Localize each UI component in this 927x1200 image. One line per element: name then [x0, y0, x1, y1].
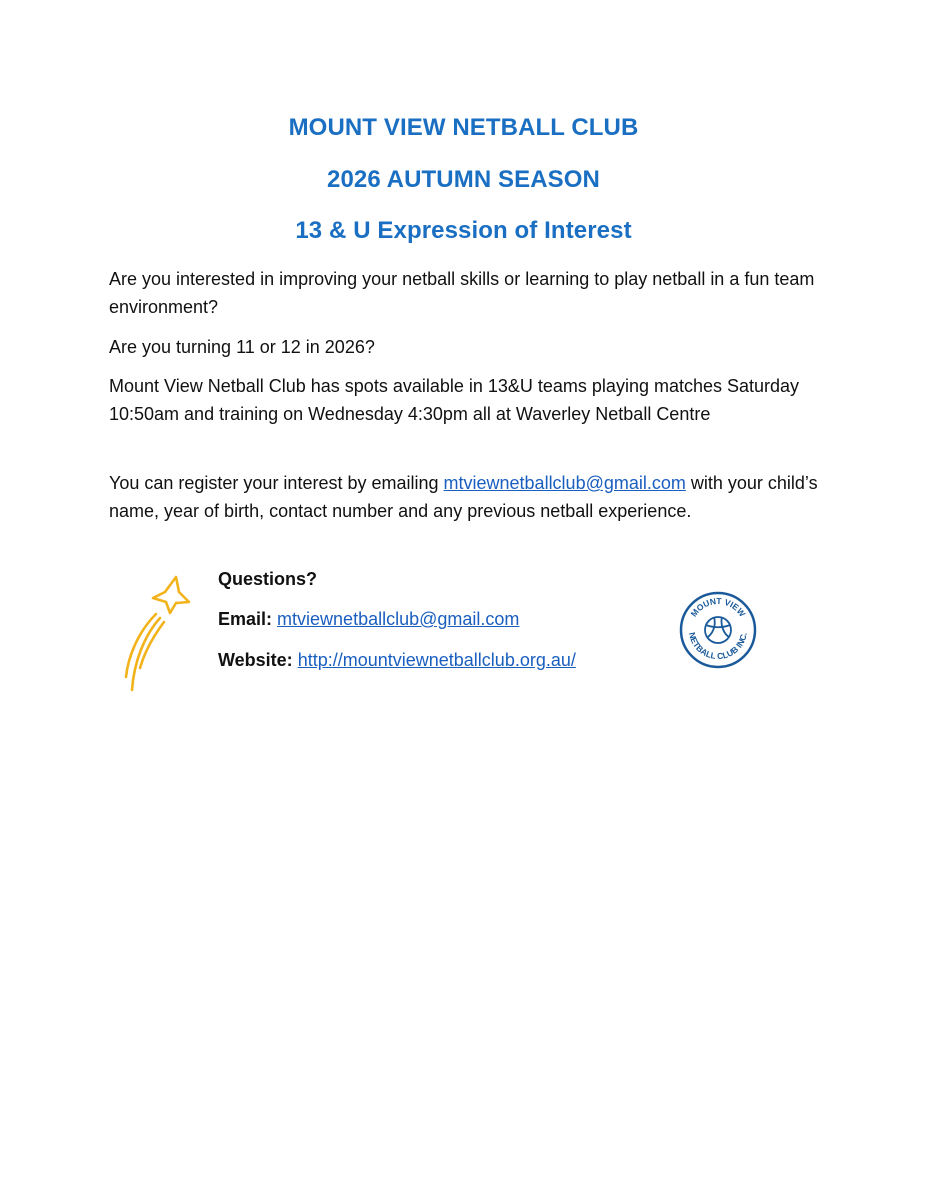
season-heading: 2026 AUTUMN SEASON — [327, 166, 600, 193]
shooting-star-icon — [118, 572, 198, 697]
logo-top-text: MOUNT VIEW — [688, 595, 748, 619]
email-label: Email: — [218, 609, 273, 629]
contact-email-link[interactable]: mtviewnetballclub@gmail.com — [277, 609, 520, 629]
contact-website-line — [218, 646, 576, 674]
club-logo — [678, 590, 758, 670]
website-label: Website: — [218, 650, 293, 670]
availability-paragraph: Mount View Netball Club has spots available in 13&U teams playing matches Saturday 10:50am and training on Wednesday 4:30pm all at Waverley Netball Centre — [109, 376, 800, 424]
register-text-before: You can register your interest by emailing — [109, 473, 444, 493]
age-question-paragraph: Are you turning 11 or 12 in 2026? — [109, 337, 375, 357]
register-email-link[interactable]: mtviewnetballclub@gmail.com — [443, 473, 686, 493]
intro-paragraph: Are you interested in improving your netball skills or learning to play netball in a fun team environment? — [109, 269, 815, 317]
questions-label: Questions? — [218, 569, 318, 589]
register-text-after: with your child’s name, year of birth, contact number and any previous netball experience. — [109, 473, 818, 521]
website-link[interactable]: http://mountviewnetballclub.org.au/ — [297, 650, 576, 670]
logo-bottom-text: NETBALL CLUB INC. — [687, 631, 749, 662]
netball-icon — [705, 617, 731, 643]
club-name-heading: MOUNT VIEW NETBALL CLUB — [288, 114, 639, 141]
expression-of-interest-heading: 13 & U Expression of Interest — [295, 217, 632, 244]
contact-email-line — [218, 605, 519, 633]
register-paragraph — [109, 469, 829, 525]
